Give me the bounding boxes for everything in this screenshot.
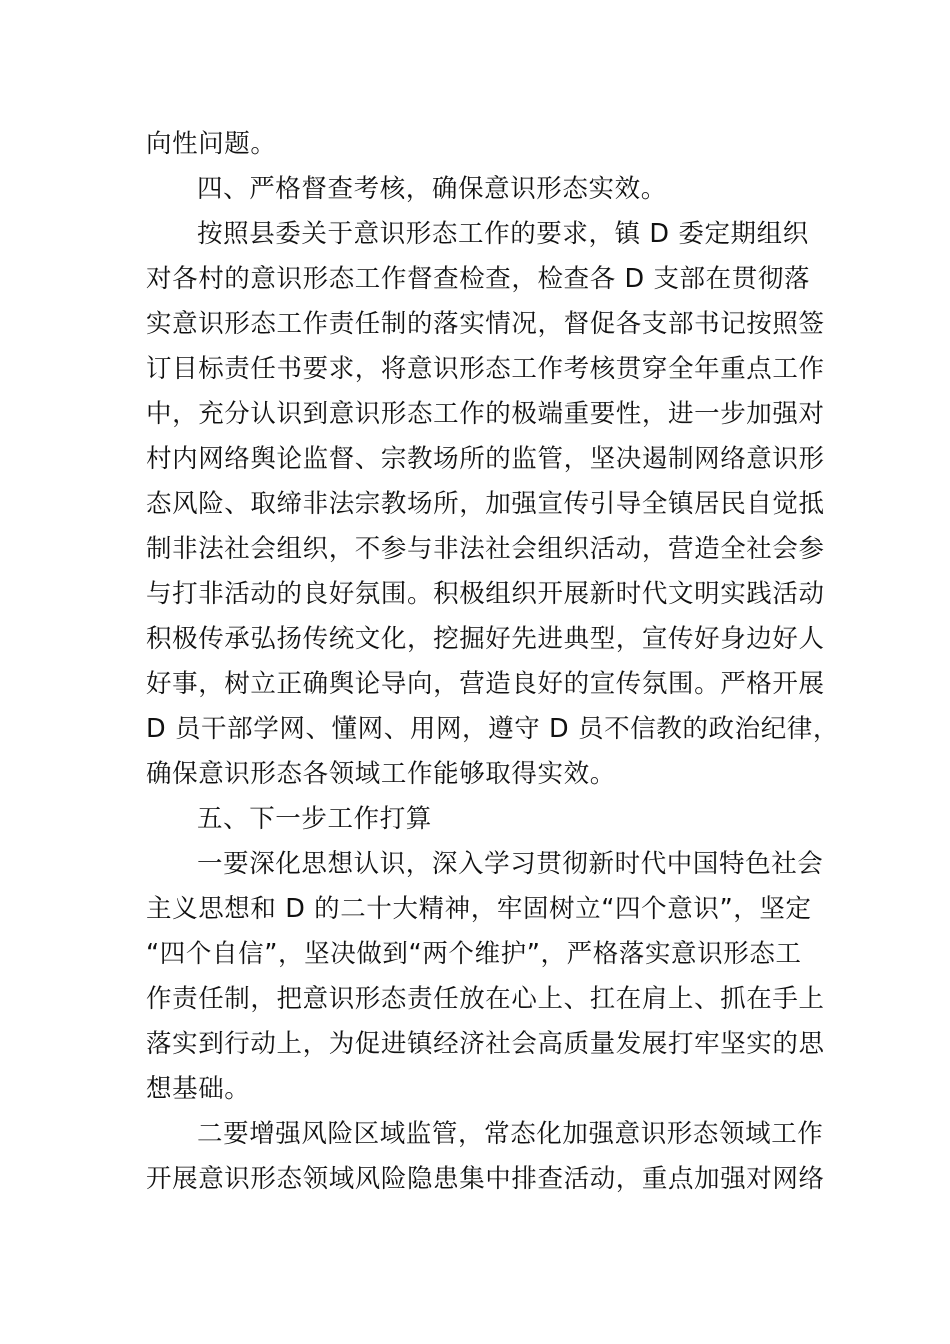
text-line: 一要深化思想认识，深入学习贯彻新时代中国特色社会 bbox=[197, 849, 824, 879]
text-line: 制非法社会组织，不参与非法社会组织活动，营造全社会参 bbox=[146, 534, 825, 564]
text-line: D 员干部学网、懂网、用网，遵守 D 员不信教的政治纪律， bbox=[146, 714, 839, 744]
text-line: 好事，树立正确舆论导向，营造良好的宣传氛围。严格开展 bbox=[146, 669, 825, 699]
text-line: 积极传承弘扬传统文化，挖掘好先进典型，宣传好身边好人 bbox=[146, 624, 825, 654]
text-line: “四个自信”，坚决做到“两个维护”，严格落实意识形态工 bbox=[146, 939, 802, 969]
section-heading: 四、严格督查考核，确保意识形态实效。 bbox=[197, 174, 667, 204]
text-line: 想基础。 bbox=[146, 1074, 251, 1104]
text-line: 确保意识形态各领域工作能够取得实效。 bbox=[146, 759, 616, 789]
text-line: 村内网络舆论监督、宗教场所的监管，坚决遏制网络意识形 bbox=[146, 444, 825, 474]
text-line: 主义思想和 D 的二十大精神，牢固树立“四个意识”，坚定 bbox=[146, 894, 812, 924]
document-body bbox=[146, 122, 846, 1202]
text-line: 对各村的意识形态工作督查检查，检查各 D 支部在贯彻落 bbox=[146, 264, 811, 294]
text-line: 作责任制，把意识形态责任放在心上、扛在肩上、抓在手上 bbox=[146, 984, 825, 1014]
text-line: 订目标责任书要求，将意识形态工作考核贯穿全年重点工作 bbox=[146, 354, 825, 384]
text-line: 实意识形态工作责任制的落实情况，督促各支部书记按照签 bbox=[146, 309, 825, 339]
text-line: 中，充分认识到意识形态工作的极端重要性，进一步加强对 bbox=[146, 399, 825, 429]
text-line: 落实到行动上，为促进镇经济社会高质量发展打牢坚实的思 bbox=[146, 1029, 825, 1059]
section-heading: 五、下一步工作打算 bbox=[197, 804, 432, 834]
text-line: 按照县委关于意识形态工作的要求，镇 D 委定期组织 bbox=[197, 219, 809, 249]
text-line: 态风险、取缔非法宗教场所，加强宣传引导全镇居民自觉抵 bbox=[146, 489, 825, 519]
text-line: 开展意识形态领域风险隐患集中排查活动，重点加强对网络 bbox=[146, 1164, 825, 1194]
text-line: 向性问题。 bbox=[146, 129, 277, 159]
text-line: 二要增强风险区域监管，常态化加强意识形态领域工作 bbox=[197, 1119, 824, 1149]
text-line: 与打非活动的良好氛围。积极组织开展新时代文明实践活动 bbox=[146, 579, 825, 609]
